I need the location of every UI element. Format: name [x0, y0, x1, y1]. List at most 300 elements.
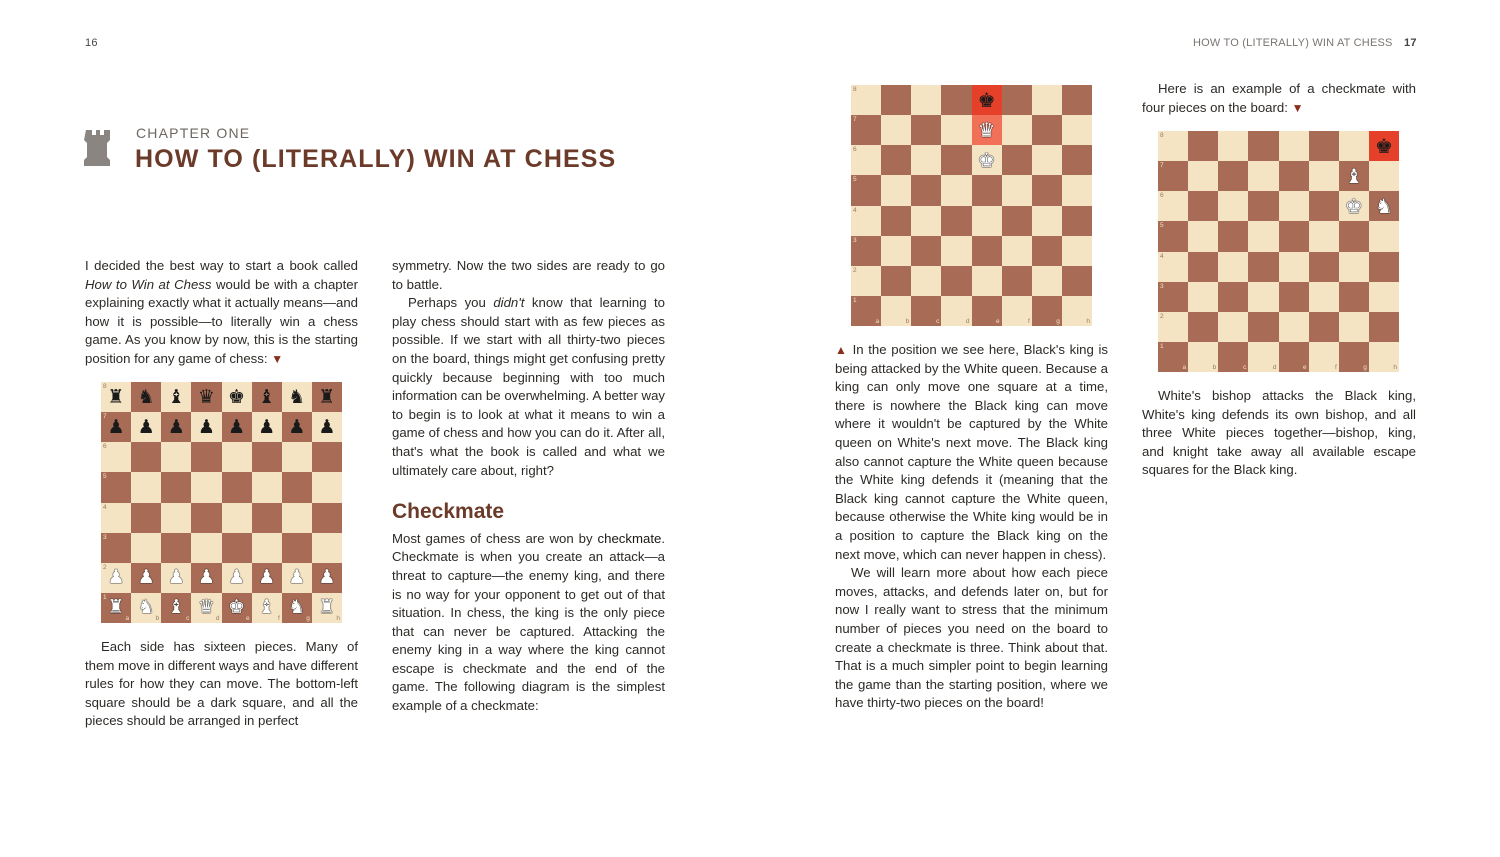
black-king-icon: ♚ — [228, 385, 246, 408]
rank-label: 7 — [103, 413, 107, 421]
chapter-label: CHAPTER ONE — [136, 125, 251, 141]
square-d4 — [1248, 252, 1278, 282]
square-h1 — [312, 593, 342, 623]
square-h8 — [1062, 85, 1092, 115]
square-g6 — [282, 442, 312, 472]
rank-label: 7 — [853, 116, 857, 124]
square-c7 — [911, 115, 941, 145]
rank-label: 5 — [103, 473, 107, 481]
arrow-up-icon: ▲ — [835, 343, 848, 357]
square-c5 — [1218, 221, 1248, 251]
file-label: g — [1363, 363, 1367, 371]
square-f7 — [1309, 161, 1339, 191]
square-g2 — [1339, 312, 1369, 342]
square-a5 — [851, 175, 881, 205]
square-c1 — [1218, 342, 1248, 372]
file-label: e — [246, 614, 250, 622]
square-f5 — [1002, 175, 1032, 205]
square-h4 — [1062, 206, 1092, 236]
file-label: b — [905, 317, 910, 325]
square-f8 — [252, 382, 282, 412]
black-pawn-icon: ♟ — [137, 415, 155, 438]
square-a4 — [851, 206, 881, 236]
black-pawn-icon: ♟ — [107, 415, 125, 438]
square-e4 — [1279, 252, 1309, 282]
square-a6 — [851, 145, 881, 175]
black-pawn-icon: ♟ — [167, 415, 185, 438]
square-h1 — [1062, 296, 1092, 326]
square-b8 — [1188, 131, 1218, 161]
square-c2 — [911, 266, 941, 296]
square-h4 — [1369, 252, 1399, 282]
square-a3 — [851, 236, 881, 266]
square-e7 — [1279, 161, 1309, 191]
square-a3 — [1158, 282, 1188, 312]
square-e1 — [1279, 342, 1309, 372]
black-king-icon: ♚ — [977, 88, 996, 113]
white-pawn-icon: ♟ — [167, 566, 185, 589]
square-h5 — [1062, 175, 1092, 205]
square-c2 — [161, 563, 191, 593]
square-e7 — [222, 412, 252, 442]
rank-label: 4 — [103, 503, 107, 511]
square-c7 — [161, 412, 191, 442]
chessboard-starting-position — [101, 382, 342, 623]
square-b4 — [131, 503, 161, 533]
white-rook-icon: ♜ — [318, 596, 336, 619]
white-bishop-icon: ♝ — [167, 596, 185, 619]
square-a6 — [101, 442, 131, 472]
file-label: e — [1303, 363, 1307, 371]
square-d7 — [941, 115, 971, 145]
square-a2 — [101, 563, 131, 593]
rank-label: 2 — [103, 563, 107, 571]
square-h6 — [1062, 145, 1092, 175]
column-3 — [835, 341, 1108, 713]
right-folio: 17 — [1404, 37, 1417, 49]
square-d8 — [191, 382, 221, 412]
square-b5 — [881, 175, 911, 205]
square-f4 — [252, 503, 282, 533]
column-2 — [392, 257, 665, 716]
square-h6 — [312, 442, 342, 472]
paragraph: ▲ In the position we see here, Black's king is being attacked by the White queen. Because a king can only move one square at a time, there is nowhere the Black king can move where it wouldn't be captured by the White queen on White's next move. The Black king also cannot capture the White queen because the White king defends it (meaning that the Black king cannot capture the White queen, because otherwise the White king would be in a position to capture the Black king on the next move, which can never happen in chess). — [835, 342, 1108, 562]
square-d5 — [1248, 221, 1278, 251]
square-g3 — [282, 533, 312, 563]
square-b1 — [881, 296, 911, 326]
square-g4 — [282, 503, 312, 533]
file-label: g — [1056, 317, 1060, 325]
square-e4 — [972, 206, 1002, 236]
square-f4 — [1309, 252, 1339, 282]
white-pawn-icon: ♟ — [288, 566, 306, 589]
square-b1 — [131, 593, 161, 623]
file-label: a — [1182, 363, 1187, 371]
square-g7 — [282, 412, 312, 442]
square-c4 — [161, 503, 191, 533]
square-f2 — [1309, 312, 1339, 342]
black-queen-icon: ♛ — [197, 385, 215, 408]
black-bishop-icon: ♝ — [167, 385, 185, 408]
square-c5 — [161, 472, 191, 502]
square-d6 — [1248, 191, 1278, 221]
square-d3 — [191, 533, 221, 563]
square-d7 — [1248, 161, 1278, 191]
black-pawn-icon: ♟ — [288, 415, 306, 438]
square-e6 — [972, 145, 1002, 175]
square-c8 — [1218, 131, 1248, 161]
square-f7 — [252, 412, 282, 442]
square-h3 — [312, 533, 342, 563]
square-h6 — [1369, 191, 1399, 221]
square-g2 — [282, 563, 312, 593]
square-g4 — [1339, 252, 1369, 282]
square-h7 — [1062, 115, 1092, 145]
rank-label: 8 — [1160, 132, 1164, 139]
square-a8 — [1158, 131, 1188, 161]
square-a2 — [851, 266, 881, 296]
black-pawn-icon: ♟ — [197, 415, 215, 438]
square-b4 — [881, 206, 911, 236]
square-d2 — [1248, 312, 1278, 342]
black-pawn-icon: ♟ — [318, 415, 336, 438]
square-g3 — [1032, 236, 1062, 266]
left-folio: 16 — [85, 37, 98, 49]
square-g6 — [1032, 145, 1062, 175]
square-h7 — [312, 412, 342, 442]
square-c6 — [1218, 191, 1248, 221]
file-label: b — [155, 614, 160, 622]
square-e5 — [972, 175, 1002, 205]
square-g3 — [1339, 282, 1369, 312]
black-pawn-icon: ♟ — [228, 415, 246, 438]
rank-label: 5 — [853, 176, 857, 184]
file-label: a — [875, 317, 880, 325]
rank-label: 8 — [103, 383, 107, 390]
square-b2 — [881, 266, 911, 296]
rank-label: 2 — [1160, 312, 1164, 320]
square-d4 — [941, 206, 971, 236]
square-e4 — [222, 503, 252, 533]
file-label: b — [1212, 363, 1217, 371]
square-c4 — [911, 206, 941, 236]
paragraph: We will learn more about how each piece moves, attacks, and defends later on, but for now I really want to stress that the minimum number of pieces you need on the board to create a checkmate is three. Think about that. That is a much simpler point to begin learning the game than the starting position, where we have thirty-two pieces on the board! — [835, 565, 1108, 711]
square-a8 — [851, 85, 881, 115]
square-f6 — [252, 442, 282, 472]
square-f6 — [1002, 145, 1032, 175]
rank-label: 1 — [853, 296, 857, 304]
square-f6 — [1309, 191, 1339, 221]
white-king-icon: ♚ — [228, 596, 246, 619]
file-label: f — [1334, 363, 1337, 371]
file-label: h — [1393, 363, 1397, 371]
square-f3 — [252, 533, 282, 563]
rank-label: 4 — [853, 206, 857, 214]
square-e5 — [1279, 221, 1309, 251]
square-d1 — [941, 296, 971, 326]
white-king-icon: ♚ — [1344, 194, 1363, 219]
square-c2 — [1218, 312, 1248, 342]
rank-label: 4 — [1160, 252, 1164, 260]
file-label: c — [186, 614, 190, 622]
square-d3 — [1248, 282, 1278, 312]
square-c8 — [161, 382, 191, 412]
file-label: f — [277, 614, 280, 622]
square-c6 — [161, 442, 191, 472]
white-rook-icon: ♜ — [107, 596, 125, 619]
square-e3 — [1279, 282, 1309, 312]
square-d7 — [191, 412, 221, 442]
square-f1 — [252, 593, 282, 623]
square-b2 — [131, 563, 161, 593]
square-a4 — [101, 503, 131, 533]
square-b5 — [131, 472, 161, 502]
square-a7 — [101, 412, 131, 442]
paragraph: White's bishop attacks the Black king, White's king defends its own bishop, and all three White pieces together—bishop, king, and knight take away all available escape squares for the Black king. — [1142, 388, 1416, 478]
square-a6 — [1158, 191, 1188, 221]
square-a1 — [851, 296, 881, 326]
paragraph: Most games of chess are won by checkmate. Checkmate is when you create an attack—a threat to capture—the enemy king, and there is no way for your opponent to get out of that situation. In chess, the king is the only piece that can never be captured. Attacking the enemy king in a way where the king cannot escape is checkmate and the end of the game. The following diagram is the simplest example of a checkmate: — [392, 530, 665, 714]
white-knight-icon: ♞ — [137, 596, 155, 619]
white-bishop-icon: ♝ — [258, 596, 276, 619]
square-f2 — [252, 563, 282, 593]
square-e1 — [222, 593, 252, 623]
square-d1 — [1248, 342, 1278, 372]
file-label: d — [1272, 363, 1277, 371]
white-pawn-icon: ♟ — [258, 566, 276, 589]
rank-label: 8 — [853, 86, 857, 93]
square-d6 — [941, 145, 971, 175]
square-b8 — [131, 382, 161, 412]
square-h5 — [1369, 221, 1399, 251]
chessboard-checkmate-three-pieces — [851, 85, 1092, 326]
square-e2 — [972, 266, 1002, 296]
black-pawn-icon: ♟ — [258, 415, 276, 438]
square-a1 — [101, 593, 131, 623]
arrow-down-icon: ▼ — [1291, 100, 1304, 115]
square-b3 — [131, 533, 161, 563]
rank-label: 6 — [103, 443, 107, 451]
square-c4 — [1218, 252, 1248, 282]
black-bishop-icon: ♝ — [258, 385, 276, 408]
square-c3 — [911, 236, 941, 266]
square-g4 — [1032, 206, 1062, 236]
square-b1 — [1188, 342, 1218, 372]
square-a1 — [1158, 342, 1188, 372]
white-pawn-icon: ♟ — [228, 566, 246, 589]
square-a8 — [101, 382, 131, 412]
white-queen-icon: ♛ — [197, 596, 215, 619]
black-knight-icon: ♞ — [137, 385, 155, 408]
square-c6 — [911, 145, 941, 175]
square-g8 — [1032, 85, 1062, 115]
square-f5 — [252, 472, 282, 502]
square-a2 — [1158, 312, 1188, 342]
square-g5 — [1339, 221, 1369, 251]
paragraph: Perhaps you didn't know that learning to play chess should start with as few pieces as possible. If we start with all thirty-two pieces on the board, things might get confusing pretty quickly because beginning with too much information can be overwhelming. A better way to begin is to look at what it means to win a game of chess and how you can do it. After all, that's what the book is called and what we ultimately care about, right? — [392, 295, 665, 478]
paragraph: Here is an example of a checkmate with four pieces on the board: ▼ — [1142, 81, 1416, 115]
column-4-top — [1142, 80, 1416, 117]
square-c3 — [1218, 282, 1248, 312]
square-b6 — [131, 442, 161, 472]
arrow-down-icon: ▼ — [271, 351, 284, 366]
square-b7 — [131, 412, 161, 442]
square-e7 — [972, 115, 1002, 145]
file-label: c — [936, 317, 940, 325]
square-h4 — [312, 503, 342, 533]
black-rook-icon: ♜ — [107, 385, 125, 408]
square-b3 — [881, 236, 911, 266]
square-c5 — [911, 175, 941, 205]
paragraph: I decided the best way to start a book called How to Win at Chess would be with a chapter explaining exactly what it actually means—and how it is possible—to literally win a chess game. As you know by now, this is the starting position for any game of chess: ▼ — [85, 258, 358, 366]
square-e6 — [222, 442, 252, 472]
chessboard-checkmate-four-pieces — [1158, 131, 1399, 372]
square-e2 — [222, 563, 252, 593]
square-g8 — [282, 382, 312, 412]
square-b4 — [1188, 252, 1218, 282]
square-d4 — [191, 503, 221, 533]
square-f1 — [1309, 342, 1339, 372]
square-f2 — [1002, 266, 1032, 296]
square-c3 — [161, 533, 191, 563]
chapter-title: HOW TO (LITERALLY) WIN AT CHESS — [135, 145, 617, 173]
square-h3 — [1369, 282, 1399, 312]
file-label: d — [965, 317, 970, 325]
file-label: h — [336, 614, 340, 622]
square-h8 — [1369, 131, 1399, 161]
square-d6 — [191, 442, 221, 472]
square-g2 — [1032, 266, 1062, 296]
square-h2 — [1369, 312, 1399, 342]
square-d8 — [941, 85, 971, 115]
square-d2 — [191, 563, 221, 593]
running-head: HOW TO (LITERALLY) WIN AT CHESS — [1193, 37, 1393, 49]
rank-label: 6 — [853, 146, 857, 154]
rank-label: 6 — [1160, 192, 1164, 200]
white-pawn-icon: ♟ — [197, 566, 215, 589]
square-h5 — [312, 472, 342, 502]
square-d5 — [941, 175, 971, 205]
square-g1 — [1339, 342, 1369, 372]
square-f5 — [1309, 221, 1339, 251]
rook-icon — [84, 128, 112, 168]
square-g1 — [1032, 296, 1062, 326]
square-f8 — [1309, 131, 1339, 161]
square-d8 — [1248, 131, 1278, 161]
white-knight-icon: ♞ — [1374, 194, 1393, 219]
square-a5 — [101, 472, 131, 502]
subheading-checkmate: Checkmate — [392, 500, 505, 524]
square-h2 — [312, 563, 342, 593]
square-h7 — [1369, 161, 1399, 191]
square-b2 — [1188, 312, 1218, 342]
square-g1 — [282, 593, 312, 623]
square-b6 — [881, 145, 911, 175]
square-a7 — [851, 115, 881, 145]
white-bishop-icon: ♝ — [1344, 164, 1363, 189]
square-g6 — [1339, 191, 1369, 221]
square-g7 — [1032, 115, 1062, 145]
square-a3 — [101, 533, 131, 563]
square-e3 — [972, 236, 1002, 266]
black-rook-icon: ♜ — [318, 385, 336, 408]
square-d3 — [941, 236, 971, 266]
rank-label: 5 — [1160, 222, 1164, 230]
paragraph: symmetry. Now the two sides are ready to go to battle. — [392, 258, 665, 292]
square-c7 — [1218, 161, 1248, 191]
square-e3 — [222, 533, 252, 563]
square-g5 — [282, 472, 312, 502]
white-pawn-icon: ♟ — [107, 566, 125, 589]
black-king-icon: ♚ — [1374, 134, 1393, 159]
file-label: c — [1243, 363, 1247, 371]
file-label: e — [996, 317, 1000, 325]
square-g5 — [1032, 175, 1062, 205]
rank-label: 7 — [1160, 162, 1164, 170]
square-h2 — [1062, 266, 1092, 296]
rank-label: 1 — [103, 593, 107, 601]
square-f8 — [1002, 85, 1032, 115]
rank-label: 3 — [103, 533, 107, 541]
column-1-top — [85, 257, 358, 369]
square-c1 — [161, 593, 191, 623]
square-b7 — [1188, 161, 1218, 191]
rank-label: 3 — [853, 236, 857, 244]
square-b7 — [881, 115, 911, 145]
square-e6 — [1279, 191, 1309, 221]
square-f7 — [1002, 115, 1032, 145]
white-knight-icon: ♞ — [288, 596, 306, 619]
square-c8 — [911, 85, 941, 115]
square-f3 — [1309, 282, 1339, 312]
square-b3 — [1188, 282, 1218, 312]
square-h8 — [312, 382, 342, 412]
white-king-icon: ♚ — [977, 148, 996, 173]
square-h3 — [1062, 236, 1092, 266]
paragraph: Each side has sixteen pieces. Many of them move in different ways and have different rules for how they can move. The bottom-left square should be a dark square, and all the pieces should be arranged in perfect — [85, 639, 358, 729]
square-e8 — [222, 382, 252, 412]
square-f4 — [1002, 206, 1032, 236]
white-pawn-icon: ♟ — [137, 566, 155, 589]
square-h1 — [1369, 342, 1399, 372]
file-label: g — [306, 614, 310, 622]
column-1-bottom — [85, 638, 358, 731]
rank-label: 3 — [1160, 282, 1164, 290]
file-label: d — [215, 614, 220, 622]
square-b8 — [881, 85, 911, 115]
square-e5 — [222, 472, 252, 502]
square-f1 — [1002, 296, 1032, 326]
square-f3 — [1002, 236, 1032, 266]
black-knight-icon: ♞ — [288, 385, 306, 408]
rank-label: 2 — [853, 266, 857, 274]
square-b6 — [1188, 191, 1218, 221]
file-label: f — [1027, 317, 1030, 325]
square-e2 — [1279, 312, 1309, 342]
column-4-bottom — [1142, 387, 1416, 480]
square-e8 — [972, 85, 1002, 115]
square-a4 — [1158, 252, 1188, 282]
square-e8 — [1279, 131, 1309, 161]
square-d1 — [191, 593, 221, 623]
rank-label: 1 — [1160, 342, 1164, 350]
file-label: a — [125, 614, 130, 622]
white-queen-icon: ♛ — [977, 118, 996, 143]
white-pawn-icon: ♟ — [318, 566, 336, 589]
square-a5 — [1158, 221, 1188, 251]
square-b5 — [1188, 221, 1218, 251]
square-d2 — [941, 266, 971, 296]
